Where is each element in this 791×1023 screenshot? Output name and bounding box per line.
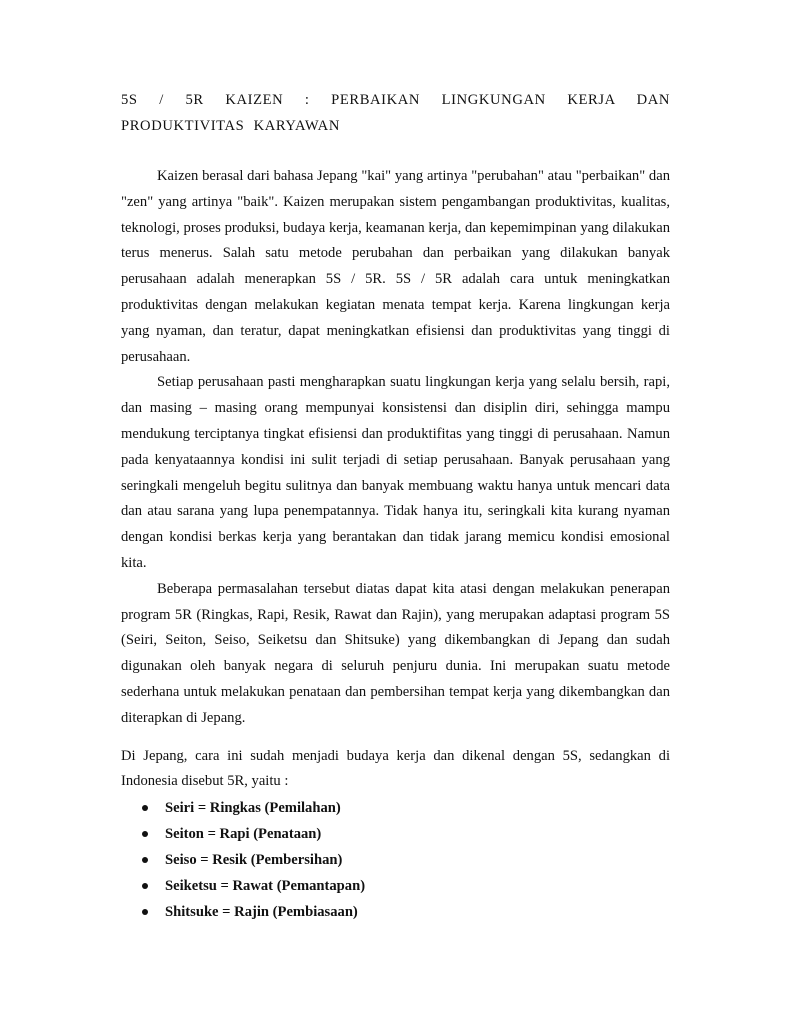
list-item-text: Seiketsu = Rawat (Pemantapan) [165, 878, 366, 895]
list-item [121, 795, 670, 821]
document-title: 5S / 5R KAIZEN : PERBAIKAN LINGKUNGAN KERJA DAN PRODUKTIVITAS KARYAWAN [121, 92, 670, 134]
bullet-icon [142, 909, 148, 915]
list-item-text: Shitsuke = Rajin (Pembiasaan) [165, 904, 358, 921]
paragraph-workplace-expectations: Setiap perusahaan pasti mengharapkan suatu lingkungan kerja yang selalu bersih, rapi, dan masing – masing orang mempunyai konsistensi dan disiplin diri, sehingga mampu mendukung terciptanya tingkat efisiensi dan produktifitas yang tinggi di perusahaan. Namun pada kenyataannya kondisi ini sulit terjadi di setiap perusahaan. Banyak perusahaan yang seringkali mengeluh begitu sulitnya dan banyak membuang waktu hanya untuk mencari data dan atau sarana yang lupa penempatannya. Tidak hanya itu, seringkali kita kurang nyaman dengan kondisi berkas kerja yang berantakan dan tidak jarang memicu kondisi emosional kita. [121, 374, 670, 571]
bullet-icon [142, 805, 148, 811]
list-item [121, 847, 670, 873]
list-item [121, 873, 670, 899]
list-item [121, 821, 670, 847]
bullet-list-5s [121, 795, 670, 925]
bullet-icon [142, 857, 148, 863]
list-item-text: Seiso = Resik (Pembersihan) [165, 852, 343, 869]
list-item [121, 899, 670, 925]
paragraph-5r-program: Beberapa permasalahan tersebut diatas dapat kita atasi dengan melakukan penerapan program 5R (Ringkas, Rapi, Resik, Rawat dan Rajin), yang merupakan adaptasi program 5S (Seiri, Seiton, Seiso, Seiketsu dan Shitsuke) yang dikembangkan di Jepang dan sudah digunakan oleh banyak negara di seluruh penjuru dunia. Ini merupakan suatu metode sederhana untuk melakukan penataan dan pembersihan tempat kerja yang dikembangkan dan diterapkan di Jepang. [121, 580, 670, 726]
paragraph-5s-intro: Di Jepang, cara ini sudah menjadi budaya kerja dan dikenal dengan 5S, sedangkan di Indonesia disebut 5R, yaitu : [121, 747, 670, 790]
list-item-text: Seiton = Rapi (Penataan) [165, 826, 322, 843]
document-body [121, 87, 670, 925]
bullet-icon [142, 831, 148, 837]
list-item-text: Seiri = Ringkas (Pemilahan) [165, 800, 341, 817]
paragraph-kaizen-definition: Kaizen berasal dari bahasa Jepang "kai" yang artinya "perubahan" atau "perbaikan" dan "zen" yang artinya "baik". Kaizen merupakan sistem pengambangan produktivitas, kualitas, teknologi, proses produksi, budaya kerja, keamanan kerja, dan kepemimpinan yang dilakukan terus menerus. Salah satu metode perubahan dan perbaikan yang dilakukan banyak perusahaan adalah menerapkan 5S / 5R. 5S / 5R adalah cara untuk meningkatkan produktivitas dengan melakukan kegiatan menata tempat kerja. Karena lingkungan kerja yang nyaman, dan teratur, dapat meningkatkan efisiensi dan produktivitas yang tinggi di perusahaan. [121, 168, 670, 365]
bullet-icon [142, 883, 148, 889]
